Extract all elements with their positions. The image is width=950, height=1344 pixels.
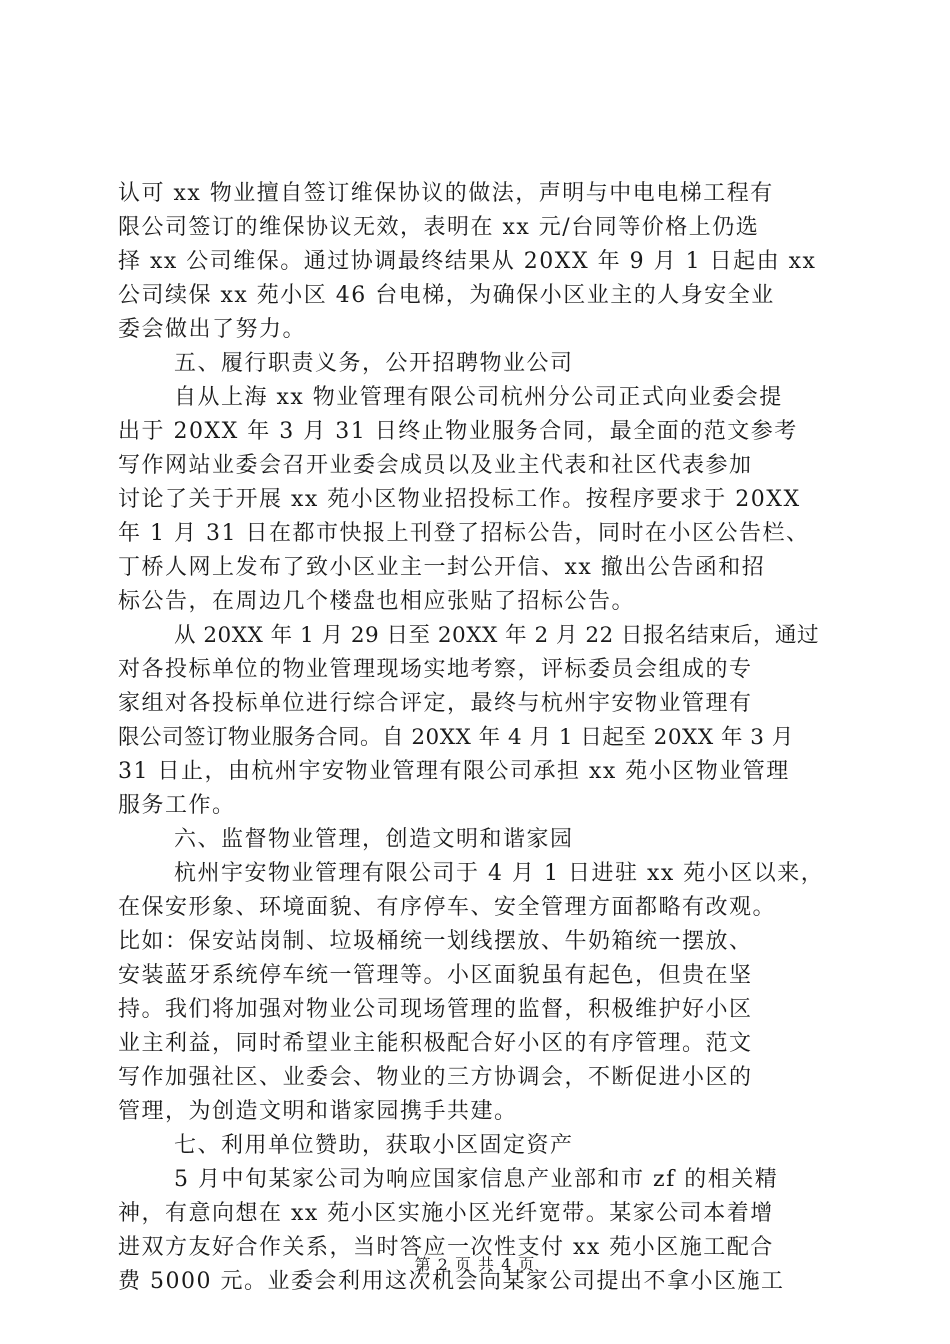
- text-line: 年 1 月 31 日在都市快报上刊登了招标公告，同时在小区公告栏、: [118, 521, 810, 546]
- text-line: 业主利益，同时希望业主能积极配合好小区的有序管理。范文: [118, 1031, 753, 1056]
- text-line: 费 5000 元。业委会利用这次机会向某家公司提出不拿小区施工: [118, 1269, 785, 1294]
- text-line: 自从上海 xx 物业管理有限公司杭州分公司正式向业委会提: [174, 385, 783, 410]
- text-line: 进双方友好合作关系，当时答应一次性支付 xx 苑小区施工配合: [118, 1235, 774, 1260]
- text-line: 择 xx 公司维保。通过协调最终结果从 20XX 年 9 月 1 日起由 xx: [118, 249, 817, 274]
- text-line: 在保安形象、环境面貌、有序停车、安全管理方面都略有改观。: [118, 895, 777, 920]
- text-line: 认可 xx 物业擅自签订维保协议的做法，声明与中电电梯工程有: [118, 181, 774, 206]
- text-line: 委会做出了努力。: [118, 317, 307, 342]
- section-heading-7: 七、利用单位赞助，获取小区固定资产: [174, 1133, 574, 1158]
- text-line: 限公司签订物业服务合同。自 20XX 年 4 月 1 日起至 20XX 年 3 月: [118, 725, 794, 750]
- text-line: 公司续保 xx 苑小区 46 台电梯，为确保小区业主的人身安全业: [118, 283, 775, 308]
- text-line: 对各投标单位的物业管理现场实地考察，评标委员会组成的专: [118, 657, 753, 682]
- text-line: 5 月中旬某家公司为响应国家信息产业部和市 zf 的相关精: [174, 1167, 779, 1192]
- text-line: 限公司签订的维保协议无效，表明在 xx 元/台同等价格上仍选: [118, 215, 760, 240]
- text-line: 从 20XX 年 1 月 29 日至 20XX 年 2 月 22 日报名结束后，通过: [174, 623, 820, 648]
- text-line: 丁桥人网上发布了致小区业主一封公开信、xx 撤出公告函和招: [118, 555, 766, 580]
- section-heading-5: 五、履行职责义务，公开招聘物业公司: [174, 351, 574, 376]
- text-line: 讨论了关于开展 xx 苑小区物业招投标工作。按程序要求于 20XX: [118, 487, 801, 512]
- text-line: 写作网站业委会召开业委会成员以及业主代表和社区代表参加: [118, 453, 753, 478]
- document-body: [118, 177, 832, 1299]
- page-number-footer: 第 2 页 共 4 页: [414, 1255, 536, 1274]
- text-line: 安装蓝牙系统停车统一管理等。小区面貌虽有起色，但贵在坚: [118, 963, 753, 988]
- text-line: 服务工作。: [118, 793, 236, 818]
- text-line: 持。我们将加强对物业公司现场管理的监督，积极维护好小区: [118, 997, 753, 1022]
- section-heading-6: 六、监督物业管理，创造文明和谐家园: [174, 827, 574, 852]
- text-line: 31 日止，由杭州宇安物业管理有限公司承担 xx 苑小区物业管理: [118, 759, 790, 784]
- text-line: 比如：保安站岗制、垃圾桶统一划线摆放、牛奶箱统一摆放、: [118, 929, 753, 954]
- text-line: 神，有意向想在 xx 苑小区实施小区光纤宽带。某家公司本着增: [118, 1201, 774, 1226]
- text-line: 杭州宇安物业管理有限公司于 4 月 1 日进驻 xx 苑小区以来，: [174, 861, 825, 886]
- text-line: 标公告，在周边几个楼盘也相应张贴了招标公告。: [118, 589, 636, 614]
- text-line: 管理，为创造文明和谐家园携手共建。: [118, 1099, 518, 1124]
- text-line: 出于 20XX 年 3 月 31 日终止物业服务合同，最全面的范文参考: [118, 419, 798, 444]
- text-line: 家组对各投标单位进行综合评定，最终与杭州宇安物业管理有: [118, 691, 753, 716]
- text-line: 写作加强社区、业委会、物业的三方协调会，不断促进小区的: [118, 1065, 753, 1090]
